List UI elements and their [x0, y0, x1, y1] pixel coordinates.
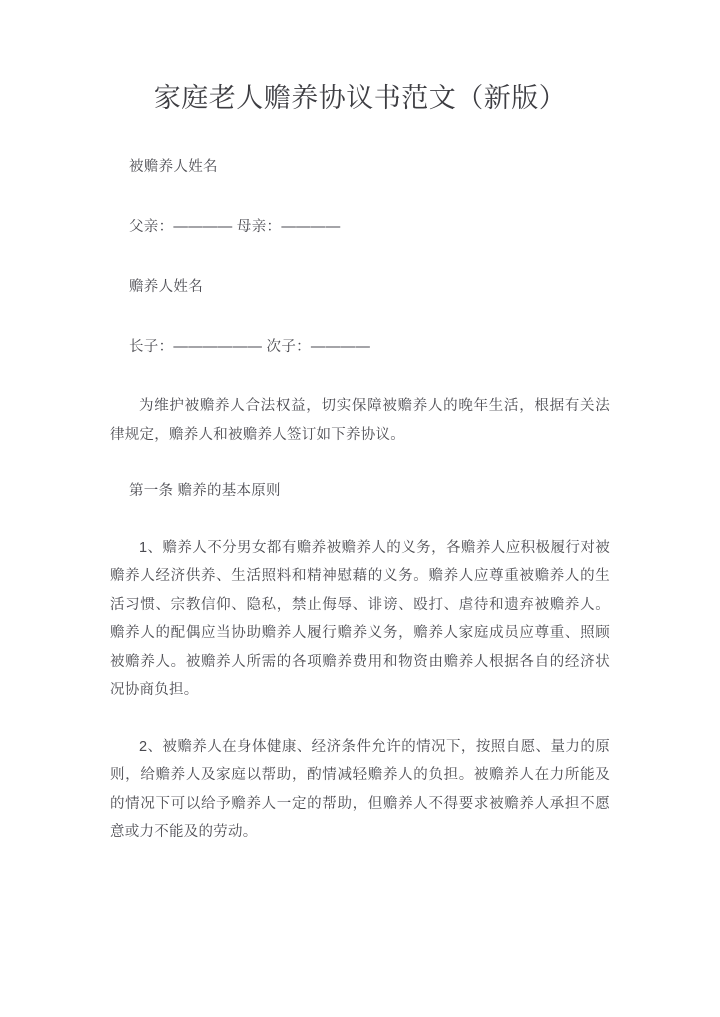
page-title: 家庭老人赡养协议书范文（新版）: [153, 83, 567, 113]
spacer: [110, 360, 610, 392]
spacer: [110, 180, 610, 214]
document-body: [110, 118, 610, 847]
spacer: [110, 705, 610, 733]
spacer: [110, 300, 610, 334]
article-one-clause-1: 1、赡养人不分男女都有赡养被赡养人的义务，各赡养人应积极履行对被赡养人经济供养、生活照料和精神慰藉的义务。赡养人应尊重被赡养人的生活习惯、宗教信仰、隐私，禁止侮辱、诽谤、殴打、虐待和遗弃被赡养人。赡养人的配偶应当协助赡养人履行赡养义务，赡养人家庭成员应尊重、照顾被赡养人。被赡养人所需的各项赡养费用和物资由赡养人根据各自的经济状况协商负担。: [110, 539, 610, 698]
article-one-clause-2: 2、被赡养人在身体健康、经济条件允许的情况下，按照自愿、量力的原则，给赡养人及家庭以帮助，酌情减轻赡养人的负担。被赡养人在力所能及的情况下可以给予赡养人一定的帮助，但赡养人不得要求被赡养人承担不愿意或力不能及的劳动。: [110, 738, 610, 840]
spacer: [110, 240, 610, 274]
supported-person-heading: 被赡养人姓名: [129, 159, 218, 175]
article-one-heading: 第一条 赡养的基本原则: [129, 483, 281, 499]
supporter-person-heading: 赡养人姓名: [129, 279, 203, 295]
spacer: [110, 449, 610, 477]
sons-fill-in-line: 长子：—————— 次子：————: [129, 339, 371, 355]
preamble-paragraph: 为维护被赡养人合法权益，切实保障被赡养人的晚年生活，根据有关法律规定，赡养人和被赡养人签订如下养协议。: [110, 398, 610, 443]
spacer: [110, 506, 610, 534]
parents-fill-in-line: 父亲：———— 母亲：————: [129, 219, 341, 235]
